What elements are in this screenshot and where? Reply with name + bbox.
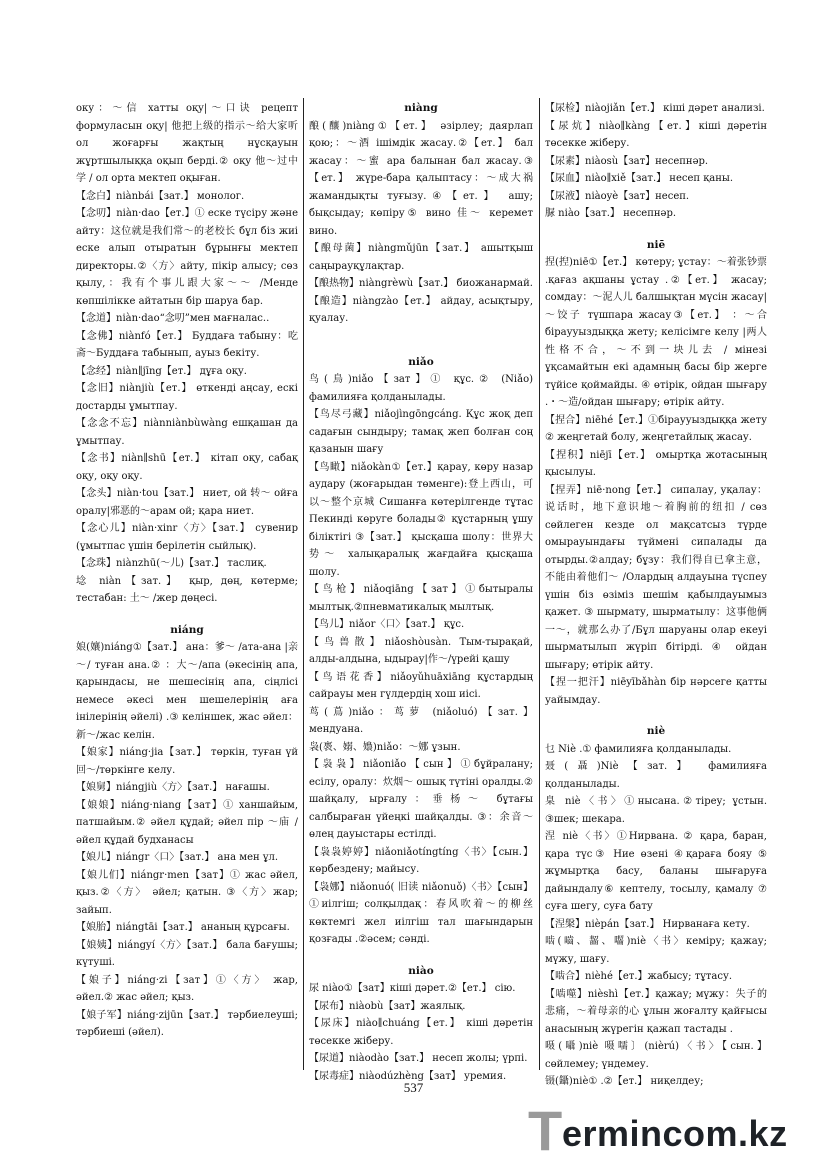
dictionary-entry: 【念佛】niànfó【ет.】 Буддаға табыну：吃斋～Буддаға табынып, ауыз бекіту.	[76, 330, 298, 359]
dictionary-entry: 【尿素】niàosù【зат】несепнәр.	[545, 155, 709, 167]
dictionary-entry: 【娘姨】niángyí〈方〉【зат.】 бала бағушы; күтуші.	[76, 939, 298, 968]
dictionary-entry: 嗫(囁)niè 嗫嚅〕(nièrú)〈书〉【сын.】 сөйлемеу; үндемеу.	[545, 1041, 767, 1070]
section-gap	[309, 328, 533, 354]
column-middle	[309, 100, 533, 1082]
dictionary-entry: 【啮合】nièhé【ет.】жабысу; тұтасу.	[545, 971, 733, 982]
dictionary-entry: 【袅袅婷婷】niǎoniǎotíngtíng〈书〉【сын.】 көрбездену; майысу.	[309, 846, 533, 875]
dictionary-entry: 【念道】niàn·dao“念叨”мен мағналас..	[76, 313, 270, 324]
dictionary-entry: 涅 niè〈书〉①Нирвана. ② қара, баран, қара түс③ Ние өзені ④қараға бояу ⑤ жұмыртқа басу, баланы шығаруға дайындалу⑥ кептелу, тосылу, қамалу ⑦ суға шегу, суға бату	[545, 831, 767, 912]
dictionary-entry: 【酿母菌】niàngmǔjūn【зат.】 ашытқыш саңырауқұлақтар.	[309, 243, 533, 272]
section-heading: niào	[408, 964, 434, 977]
dictionary-entry: 【尿床】niào∥chuáng【ет.】 кіші дәретін төсекке жіберу.	[309, 1018, 533, 1047]
section-gap	[545, 223, 767, 237]
dictionary-entry: 【鸟枪】niǎoqiāng【зат】①бытыралы мылтық.②пневматикалық мылтық.	[309, 584, 533, 613]
dictionary-entry: 【鸟尽弓藏】niǎojìngōngcáng. Құс жоқ деп садағын сындыру; тамақ жеп болған соң қазанын шағу	[309, 409, 533, 455]
dictionary-entry: 埝 niàn【зат.】 қыр, дөң, көтерме; тестабан: 土～ /жер дөңесі.	[76, 575, 298, 604]
section-heading: niè	[646, 725, 666, 737]
dictionary-entry: 【念旧】niànjiù【ет.】 өткенді аңсау, ескі достарды ұмытпау.	[76, 383, 298, 412]
dictionary-entry: 【鸟瞰】niǎokàn①【ет.】қарау, көру назар аудару (жоғарыдан төменге):登上西山，可以～整个京城 Сишанға көтерілгенде тұтас Пекинді көруге болады② құстарның ұшу біліктігі ③【зат.】 қысқаша шолу：世界大势～ халықаралық жағдайға қысқаша шолу.	[309, 461, 533, 578]
section-heading: niáng	[170, 623, 204, 636]
dictionary-entry: 【娘子军】niáng·zijūn【зат.】 тәрбиелеуші; тәрбиеші (әйел).	[76, 1009, 298, 1038]
dictionary-entry: 【捏弄】niē·nong【ет.】 сипалау, уқалау：说话时，地下意识地～着胸前的纽扣 / сөз сөйлеген кезде ол мақсатсыз түрде омырауындағы түймені сипалады да отырды.②алдау; бұзу：我们得自已拿主意，不能由着他们～ /Олардың алдауына түспеу үшін біз өзіміз шешім қабылдауымыз қажет. ③ шырмату, шырматылу：这事他俩一～，就那么办了/Бұл шаруаны олар екеуі шырматылып жүріп бітірді. ④ ойдан шығару; өтірік айту.	[545, 484, 767, 671]
column-divider-right	[539, 98, 540, 1070]
dictionary-entry: 袅(褭、嫋、嬝)niǎo：～娜 ұзын.	[309, 741, 461, 753]
section-heading: niǎo	[408, 355, 434, 368]
dictionary-entry: 【捏合】niēhé【ет.】①біраууыздыққа жету ② жеңгетай болу, жеңгетайлық жасау.	[545, 414, 767, 443]
dictionary-entry: 茑(蔦)niǎo：茑萝 (niǎoluó)【зат.】 мендуана.	[309, 706, 533, 735]
dictionary-entry: 【娘儿们】niángr·men【зат】① жас әйел, қыз.②〈方〉 әйел; қатын. ③〈方〉жар; зайып.	[76, 869, 298, 916]
dictionary-entry: 脲 niào【зат.】 несепнәр.	[545, 208, 677, 219]
dictionary-entry: 【涅槃】nièpán【зат.】 Нирванаға кету.	[545, 918, 750, 930]
termincom-logo	[528, 1100, 813, 1162]
dictionary-entry: 啮(嚙、齧、囓)niè〈书〉кеміру; қажау; мүжу, шағу.	[545, 936, 767, 965]
dictionary-entry: 娘(孃)niáng①【зат.】 ана：爹～ /ата-ана |亲～/ туған ана.② ：大～/апа (әкесінің апа, қарындасы, не шешесінің апа, сіңлісі немесе әкесі мен шешелерінің аға інілерінің әйелі) .③ келіншек, жас әйел：新～/жас келін.	[76, 642, 298, 741]
dictionary-entry: 【尿毒症】niàodúzhèng【зат】 уремия.	[309, 1070, 507, 1082]
section-gap	[76, 608, 298, 622]
dictionary-entry: 乜 Niè .① фамилияға қолданылады.	[545, 743, 732, 755]
dictionary-entry: 聂(聶)Niè【зат.】 фамилияға қолданылады.	[545, 761, 767, 790]
dictionary-entry: оку：～信 хатты оқу|～口诀 рецепт формуласын оқу| 他把上级的指示～给大家听 ол жоғарғы жақтың нұсқауын жұртшылыққа оқып берді.② оқу 他～过中学 / ол орта мектеп оқыған.	[76, 103, 298, 184]
dictionary-entry: 【娘舅】niángjiù〈方〉【зат.】 нағашы.	[76, 782, 270, 793]
dictionary-entry: 【捏一把汗】niēyībǎhàn бір нәрсеге қатты уайымдау.	[545, 677, 767, 706]
logo-text: ermincom.kz	[562, 1113, 788, 1154]
dictionary-entry: 【鸟儿】niǎor〈口〉【зат.】 құс.	[309, 619, 465, 630]
section-gap	[545, 709, 767, 723]
dictionary-entry: 【娘子】niáng·zi【зат】①〈方〉 жар, әйел.② жас әйел; қыз.	[76, 974, 298, 1003]
dictionary-entry: 【娘儿】niángr〈口〉【зат.】 ана мен ұл.	[76, 852, 279, 863]
dictionary-entry: 【念心儿】niàn·xinr〈方〉【зат.】 сувенир (ұмытпас үшін берілетін сыйлық).	[76, 523, 298, 552]
dictionary-entry: 【袅袅】niǎoniǎo【сын】①бұйралану; есілу, оралу：炊烟～ ошық түтіні оралды.② шайқалу, ырғалу：垂杨～ бұтағы салбыраған үйеңкі шайқалды. ③：余音～ өлең дауыстары естілді.	[309, 759, 533, 840]
dictionary-entry: 【鸟兽散】niǎoshòusàn. Тым-тырақай, алды-алдына, ыдырау|作～/үрейі қашу	[309, 636, 533, 665]
dictionary-entry: 捏(揑)niē①【ет.】 көтеру; ұстау：～着张钞票 .қағаз ақшаны ұстау .②【ет.】 жасау; сомдау：～泥人儿 балшықтан мүсін жасау|～饺子 түшпара жасау③【ет.】 ：～合 біраууыздыққа жету; келісімге келу |两人性格不合，～不到一块儿去 / мінезі ұқсамайтын екі адамның басы бір жерге түйісе қоймайды. ④ өтірік, ойдан шығару .・～造/ойдан шығару; өтірік айту.	[545, 257, 767, 408]
dictionary-entry: 【鸟语花香】niǎoyǔhuāxiāng құстардың сайрауы мен гүлдердің хош иісі.	[309, 671, 533, 700]
dictionary-entry: 【尿检】niàojiǎn【ет.】 кіші дәрет анализі.	[545, 103, 765, 114]
dictionary-entry: 【捏积】niējī【ет.】 омыртқа жотасының қысылуы.	[545, 449, 767, 478]
dictionary-entry: 臬 niè〈书〉①нысана.②тіреу; ұстын. ③шек; шекара.	[545, 796, 767, 825]
dictionary-entry: 【念头】niàn·tou【зат.】 ниет, ой 转～ ойға оралу|邪恶的～арам ой; қара ниет.	[76, 488, 298, 517]
page-number: 537	[403, 1080, 424, 1095]
dictionary-entry: 酿(釀)niàng①【ет.】 әзірлеу; даярлап қою;：～酒 ішімдік жасау.②【ет.】 бал жасау：～蜜 ара балынан бал жасау.③【ет.】 жүре-бара қалыптасу：～成大祸 жамандықты туғызу.④【ет.】 ашу; бықсыдау; көпіру⑤ вино 佳～ керемет вино.	[309, 120, 533, 237]
dictionary-entry: 【袅娜】niǎonuó( 旧读 niǎonuǒ)〈书〉【сын】①иілгіш; солқылдақ：春风吹着～的柳丝 көктемгі жел иілгіш тал шағындарын қозғады .②әсем; сәнді.	[309, 881, 533, 945]
dictionary-entry: 【娘家】niáng·jia【зат.】 төркін, туған үй 回～/төркінге келу.	[76, 747, 298, 776]
dictionary-entry: 【念珠】niànzhū(～儿)【зат.】 таслиқ.	[76, 558, 267, 569]
dictionary-entry: 【尿液】niàoyè【зат】несеп.	[545, 190, 690, 202]
dictionary-entry: 【念念不忘】niànniànbùwàng ешқашан да ұмытпау.	[76, 418, 298, 447]
logo-initial: T	[528, 1099, 563, 1162]
dictionary-entry: 鸟(鳥)niǎo【зат】① құс.② (Niǎo) фамилияға қолданылады.	[309, 374, 533, 403]
dictionary-entry: 【念书】niàn∥shū【ет.】 кітап оқу, сабақ оқу, оқу оқу.	[76, 453, 298, 482]
section-heading: niē	[646, 238, 666, 251]
dictionary-entry: 【娘娘】niáng·niang【зат】① ханшайым, патшайым.② әйел құдай; әйел пір ～庙 /әйел құдай будханасы	[76, 799, 298, 846]
column-left	[76, 100, 298, 1075]
dictionary-entry: 【念白】niànbái【зат.】 монолог.	[76, 190, 245, 202]
column-divider-left	[303, 98, 304, 1070]
dictionary-entry: 尿 niào①【зат】кіші дәрет.②【ет.】 сію.	[309, 983, 516, 994]
dictionary-entry: 【酿热物】niàngrèwù【зат.】 биожанармай.	[309, 278, 533, 289]
dictionary-entry: 镊(鑷)niè① .②【ет.】 ниқелдеу;	[545, 1076, 704, 1087]
dictionary-entry: 【尿血】niào∥xiě【зат.】 несеп қаны.	[545, 173, 734, 184]
dictionary-entry: 【念叨】niàn·dao【ет.】① еске түсіру және айту：这位就是我们常～的老校长 бұл біз жиі еске алып отыратын бұрынғы мектеп директоры.②〈方〉айту, пікір алысу; сөз қылу,：我有个事儿跟大家～～ /Менде көпшілікке айтатын бір шаруа бар.	[76, 208, 298, 307]
dictionary-entry: 【尿炕】niào∥kàng【ет.】кіші дәретін төсекке жіберу.	[545, 120, 767, 149]
dictionary-entry: 【娘胎】niángtāi【зат.】 ананың құрсағы.	[76, 922, 290, 933]
section-heading: niàng	[404, 102, 438, 114]
dictionary-entry: 【念经】niàn∥jīng【ет.】 дұға оқу.	[76, 365, 247, 377]
dictionary-entry: 【尿布】niàobù【зат】жаялық.	[309, 1000, 466, 1012]
column-right	[545, 100, 767, 1087]
dictionary-entry: 【酿造】niàngzào【ет.】 айдау, асықтыру, қуалау.	[309, 295, 533, 324]
section-gap	[309, 949, 533, 963]
dictionary-entry: 【啮噬】nièshì【ет.】қажау; мүжу：失子的悲痛，～着母亲的心 ұлын жоғалту қайғысы анасының жүрегін қажап тастады .	[545, 988, 767, 1035]
dictionary-entry: 【尿道】niàodào【зат.】 несеп жолы; үрпі.	[309, 1053, 528, 1064]
